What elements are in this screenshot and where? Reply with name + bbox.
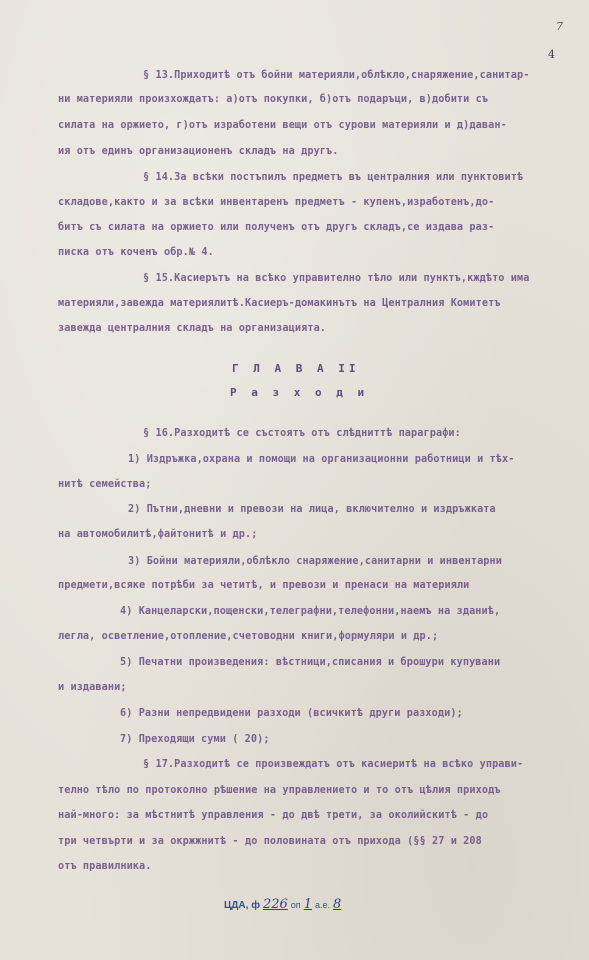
text-line: § 17.Разходитѣ се произвеждатъ отъ касиеритѣ на всѣко управи-: [143, 759, 524, 770]
text-line: § 15.Касиерътъ на всѣко управително тѣло или пунктъ,кждѣто има: [143, 273, 530, 284]
text-line: най-много: за мѣстнитѣ управления - до двѣ трети, за околийскитѣ - до: [58, 810, 489, 821]
text-line: 1) Издръжка,охрана и помощи на организационни работници и тѣх-: [128, 454, 515, 465]
page-number: 4: [548, 48, 555, 61]
text-line: § 13.Приходитѣ отъ бойни материяли,облѣкло,снаряжение,санитар-: [143, 70, 530, 81]
text-line: складове,както и за всѣки инвентаренъ предметъ - купенъ,изработенъ,до-: [58, 197, 495, 208]
text-line: и издавани;: [58, 682, 127, 693]
text-line: на автомобилитѣ,файтонитѣ и др.;: [58, 529, 258, 540]
text-line: силата на оржието, г)отъ изработени вещи отъ сурови материяли и д)даван-: [58, 120, 507, 131]
text-line: § 16.Разходитѣ се състоятъ отъ слѣдниттѣ параграфи:: [143, 428, 461, 439]
text-line: ия отъ единъ организационенъ складъ на другъ.: [58, 146, 339, 157]
stamp-unit-label: а.е.: [314, 900, 330, 910]
text-line: 4) Канцеларски,пощенски,телеграфни,телефонни,наемъ на зданиѣ,: [120, 606, 501, 617]
chapter-subtitle: Р а з х о д и: [230, 386, 369, 399]
text-line: ни материяли произхождатъ: а)отъ покупки, б)отъ подаръци, в)добити съ: [58, 94, 489, 105]
text-line: битъ съ силата на оржието или полученъ отъ другъ складъ,се издава раз-: [58, 222, 495, 233]
text-line: писка отъ коченъ обр.№ 4.: [58, 247, 214, 258]
text-line: 7) Преходящи суми ( 20);: [120, 734, 270, 745]
stamp-archive-label: ЦДА, ф: [224, 900, 260, 911]
stamp-fund-number: 226: [262, 897, 288, 912]
text-line: 3) Бойни материяли,облѣкло снаряжение,санитарни и инвентарни: [128, 556, 503, 567]
text-line: легла, осветление,отопление,счетоводни книги,формуляри и др.;: [58, 631, 439, 642]
text-line: 2) Пътни,дневни и превози на лица, включително и издръжката: [128, 504, 496, 515]
text-line: 5) Печатни произведения: вѣстници,списания и брошури купувани: [120, 657, 501, 668]
archive-corner-mark: 7: [556, 20, 563, 33]
text-line: телно тѣло по протоколно рѣшение на управлението и то отъ цѣлия приходъ: [58, 785, 501, 796]
text-line: отъ правилника.: [58, 861, 152, 872]
text-line: предмети,всяке потрѣби за четитѣ, и превози и пренаси на материяли: [58, 580, 470, 591]
stamp-opis-label: оп: [290, 900, 301, 910]
archive-stamp: [224, 897, 341, 912]
chapter-title: Г Л А В А II: [232, 362, 360, 375]
stamp-opis-number: 1: [303, 897, 312, 912]
text-line: завежда централния складъ на организацията.: [58, 323, 327, 334]
text-line: 6) Разни непредвидени разходи (всичкитѣ други разходи);: [120, 708, 463, 719]
text-line: § 14.За всѣки постъпилъ предметъ въ централния или пунктовитѣ: [143, 172, 524, 183]
text-line: материяли,завежда материялитѣ.Касиеръ-домакинътъ на Централния Комитетъ: [58, 298, 501, 309]
text-line: три четвърти и за окржжнитѣ - до половината отъ прихода (§§ 27 и 208: [58, 836, 482, 847]
stamp-unit-number: 8: [332, 897, 342, 912]
text-line: нитѣ семейства;: [58, 479, 152, 490]
